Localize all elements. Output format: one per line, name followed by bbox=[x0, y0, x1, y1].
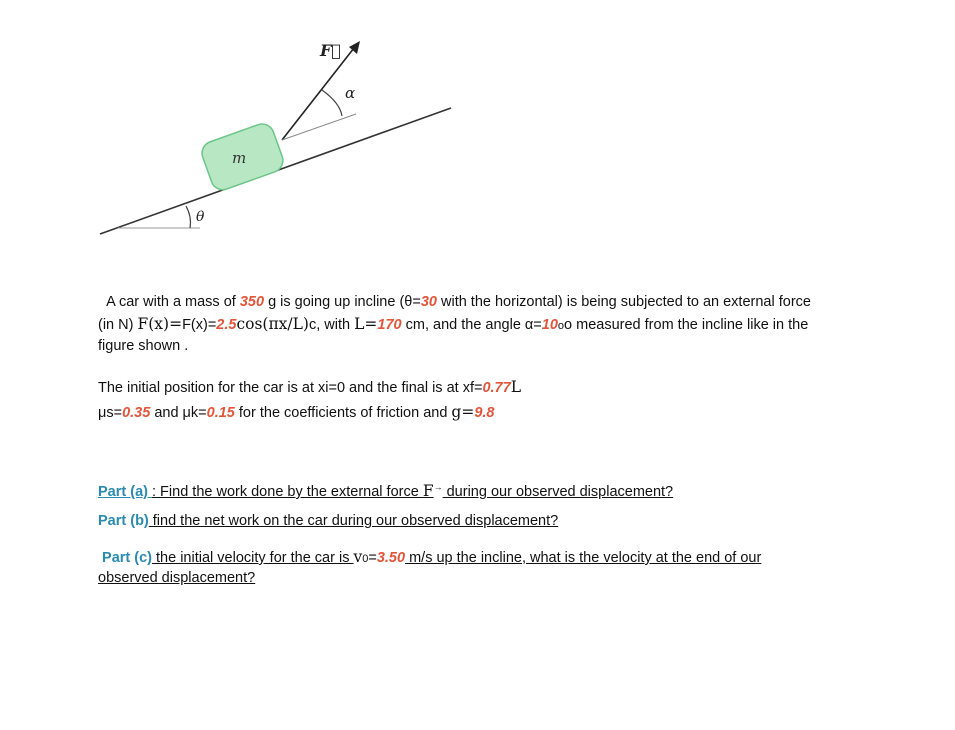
text: c, with bbox=[308, 317, 355, 333]
force-function: F(x)= bbox=[137, 315, 183, 333]
xf-unit: L bbox=[510, 378, 521, 396]
initial-position-line bbox=[98, 377, 521, 400]
text: A car with a mass of bbox=[106, 294, 240, 310]
theta-value: 30 bbox=[420, 294, 437, 310]
theta-arc bbox=[186, 206, 191, 228]
part-a-label: Part (a) bbox=[98, 483, 152, 500]
vector-arrow: → bbox=[433, 482, 443, 492]
force-label: F⃗ bbox=[320, 41, 341, 60]
text: (in N) bbox=[98, 317, 138, 333]
incline-diagram bbox=[0, 0, 470, 250]
text: = bbox=[368, 550, 377, 566]
text: o measured from the incline like in the bbox=[564, 317, 809, 333]
part-c-text-2: m/s up the incline, what is the velocity at the end of our bbox=[405, 550, 762, 566]
text: F(x)= bbox=[182, 317, 217, 333]
force-symbol: F bbox=[422, 481, 434, 500]
problem-line-2 bbox=[98, 314, 808, 338]
text: g is going up incline (θ= bbox=[264, 294, 421, 310]
alpha-arc bbox=[322, 90, 342, 116]
part-a-text: : Find the work done by the external force bbox=[152, 483, 423, 500]
part-c-label: Part (c) bbox=[102, 550, 152, 566]
text: cm, and the angle α= bbox=[401, 317, 542, 333]
text: The initial position for the car is at xi=0 and the final is at xf= bbox=[98, 380, 483, 396]
part-a-text-2: during our observed displacement? bbox=[442, 483, 674, 500]
part-c-text-3: observed displacement? bbox=[98, 570, 256, 586]
part-b bbox=[98, 511, 558, 533]
text: figure shown . bbox=[98, 338, 189, 354]
amplitude-value: 2.5 bbox=[216, 317, 237, 333]
problem-line-3 bbox=[98, 336, 188, 358]
part-b-label: Part (b) bbox=[98, 513, 149, 529]
xf-value: 0.77 bbox=[482, 380, 511, 396]
problem-line-1 bbox=[98, 292, 811, 314]
text: for the coefficients of friction and bbox=[234, 405, 452, 421]
mass-value: 350 bbox=[239, 294, 265, 310]
muk-value: 0.15 bbox=[206, 405, 235, 421]
velocity-subscript: 0 bbox=[362, 553, 369, 565]
alpha-label: α bbox=[345, 84, 356, 102]
force-arrow bbox=[282, 48, 354, 140]
theta-label: θ bbox=[196, 209, 205, 225]
part-c bbox=[98, 547, 761, 571]
mass-label: m bbox=[232, 149, 247, 167]
degree-mark: o bbox=[557, 320, 565, 332]
text: with the horizontal) is being subjected to an external force bbox=[436, 294, 811, 310]
g-value: 9.8 bbox=[474, 405, 495, 421]
part-a bbox=[98, 477, 673, 503]
cos-term: cos(πx/L) bbox=[236, 315, 309, 333]
g-eq: g= bbox=[451, 403, 475, 421]
L-value: 170 bbox=[377, 317, 402, 333]
part-c-continued bbox=[98, 568, 255, 590]
mus-value: 0.35 bbox=[122, 405, 151, 421]
part-c-text: the initial velocity for the car is bbox=[152, 550, 354, 566]
alpha-value: 10 bbox=[541, 317, 558, 333]
part-b-text: find the net work on the car during our observed displacement? bbox=[148, 513, 559, 529]
L-eq: L= bbox=[354, 315, 378, 333]
text: μs= bbox=[98, 405, 123, 421]
text: and μk= bbox=[150, 405, 207, 421]
friction-line bbox=[98, 402, 495, 425]
v0-value: 3.50 bbox=[376, 550, 406, 566]
velocity-symbol: v bbox=[353, 548, 363, 566]
